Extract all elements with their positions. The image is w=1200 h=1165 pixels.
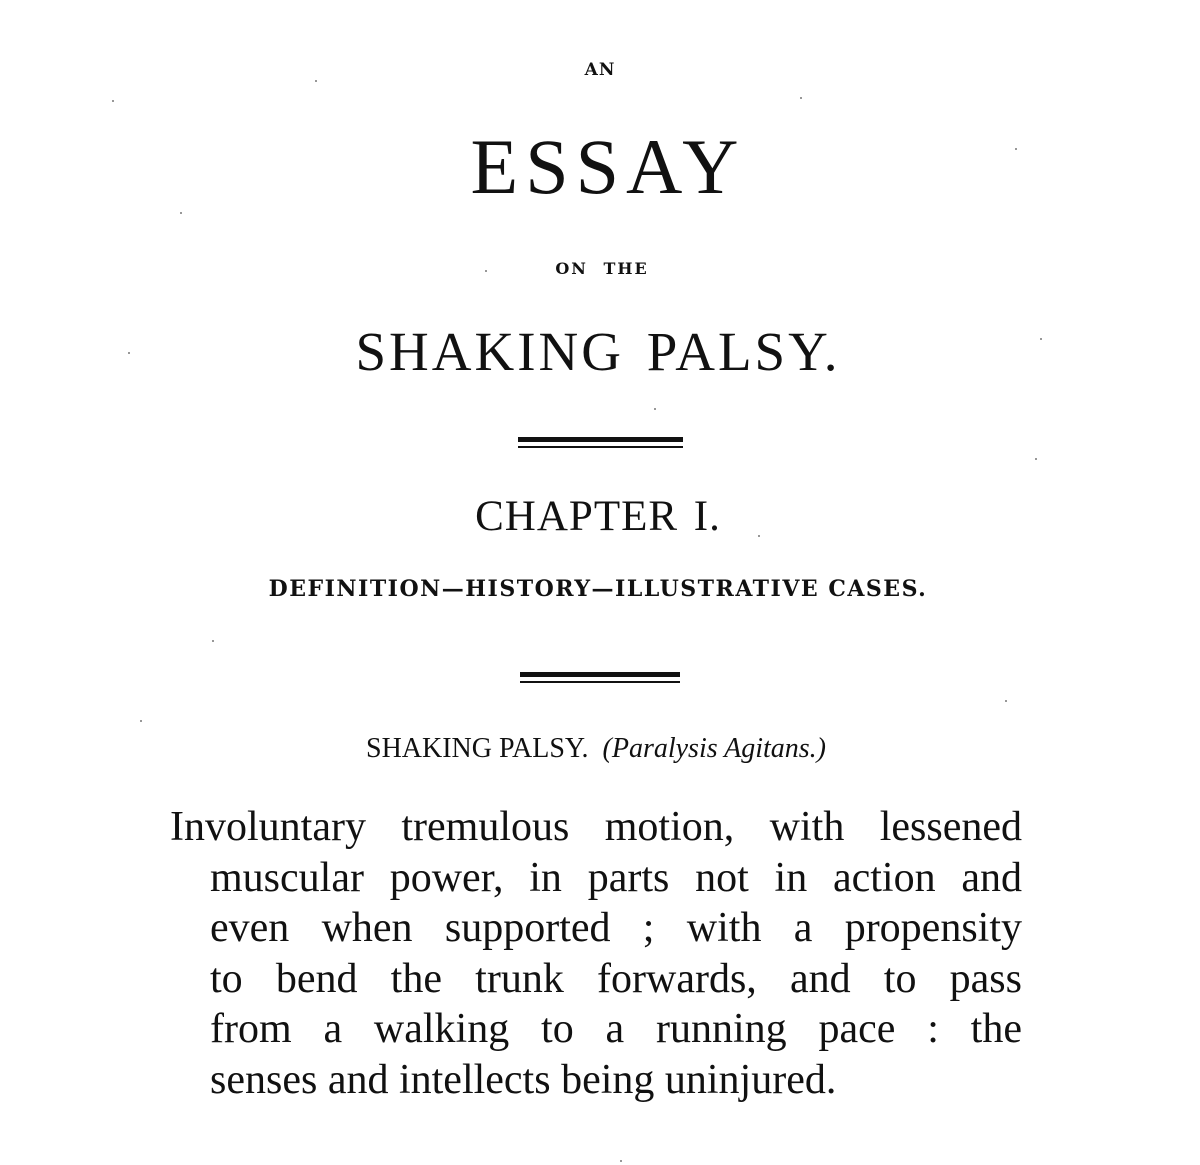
paragraph-line: to bend the trunk forwards, and to pass — [210, 955, 1022, 1002]
paragraph-line: even when supported ; with a propensity — [210, 905, 1022, 951]
print-speck — [212, 640, 214, 642]
print-speck — [1040, 338, 1042, 340]
paragraph-line: senses and intellects being uninjured. — [210, 1056, 837, 1103]
definition-latin-name: (Paralysis Agitans.) — [602, 733, 826, 764]
paragraph-line: Involuntary tremulous motion, with lessened — [170, 804, 1022, 850]
print-speck — [1015, 148, 1017, 150]
print-speck — [112, 100, 114, 102]
chapter-subtitle: DEFINITION—HISTORY—ILLUSTRATIVE CASES. — [268, 576, 928, 602]
rule-thick-line — [518, 437, 683, 442]
paragraph-line: muscular power, in parts not in action and — [210, 854, 1022, 901]
definition-term: SHAKING PALSY. — [366, 733, 589, 764]
definition-paragraph — [170, 802, 1022, 1105]
definition-heading — [0, 735, 1196, 763]
title-essay: ESSAY — [470, 123, 746, 210]
print-speck — [800, 97, 802, 99]
title-connector: ON THE — [555, 259, 649, 278]
title-article: AN — [584, 60, 616, 80]
paragraph-line: from a walking to a running pace : the — [210, 1006, 1022, 1052]
rule-thin-line — [518, 446, 683, 448]
chapter-heading: CHAPTER I. — [475, 493, 721, 540]
print-speck — [758, 535, 760, 537]
print-speck — [654, 408, 656, 410]
print-speck — [1005, 700, 1007, 702]
double-rule-divider — [0, 672, 1200, 683]
rule-thick-line — [520, 672, 680, 677]
rule-thin-line — [520, 681, 680, 683]
print-speck — [620, 1160, 622, 1162]
title-subject: SHAKING PALSY. — [355, 321, 841, 382]
print-speck — [128, 352, 130, 354]
print-speck — [315, 80, 317, 82]
print-speck — [180, 212, 182, 214]
print-speck — [140, 720, 142, 722]
print-speck — [1035, 458, 1037, 460]
print-speck — [485, 270, 487, 272]
double-rule-divider — [0, 437, 1200, 448]
